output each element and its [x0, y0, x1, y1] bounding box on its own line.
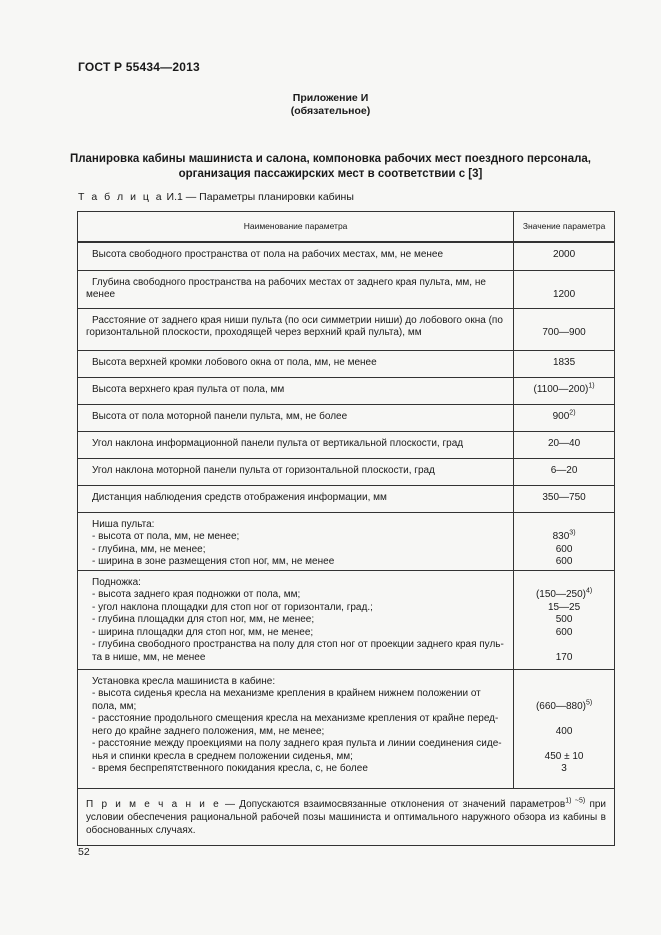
- parameter-name-line: нья и спинки кресла в среднем положении сиденья, мм;: [92, 750, 353, 762]
- parameter-name-line: - высота заднего края подножки от пола, мм;: [92, 589, 301, 600]
- parameter-name-line: - высота от пола, мм, не менее;: [92, 531, 240, 542]
- main-title-line-2: организация пассажирских мест в соответствии с [3]: [178, 167, 483, 180]
- parameter-name-cell: [78, 242, 514, 270]
- parameter-value-line: [514, 763, 614, 776]
- parameter-value-line: [514, 701, 614, 714]
- table-row: [78, 570, 615, 669]
- parameter-value-line: [514, 589, 614, 602]
- table-header-row: [78, 212, 615, 243]
- parameter-value: 20—40: [547, 437, 581, 449]
- parameter-value: 600: [555, 556, 573, 567]
- parameter-value-line: [514, 652, 614, 665]
- table-row: [78, 431, 615, 458]
- table-note: [78, 788, 615, 845]
- parameter-value-cell: [514, 431, 615, 458]
- parameter-name-line: Высота верхней кромки лобового окна от пола, мм, не менее: [92, 356, 377, 368]
- parameter-value-line: [514, 315, 614, 328]
- table-caption: [78, 191, 354, 203]
- parameter-name-line: - глубина, мм, не менее;: [92, 543, 206, 555]
- note-label: П р и м е ч а н и е: [86, 798, 221, 810]
- table-row: [78, 669, 615, 788]
- parameter-name-line: та в нише, мм, не менее: [92, 651, 206, 663]
- main-title-line-1: Планировка кабины машиниста и салона, компоновка рабочих мест поездного персонала,: [69, 153, 592, 165]
- parameter-name-line: Расстояние от заднего края ниши пульта (по оси симметрии ниши) до лобового окна (по: [92, 314, 503, 326]
- parameter-value-cell: [514, 270, 615, 308]
- appendix-title: Приложение И: [292, 92, 369, 104]
- parameter-name-line: - глубина площадки для стоп ног, мм, не менее;: [92, 614, 315, 625]
- parameter-value: 15—25: [547, 601, 581, 613]
- parameter-value-line: [514, 357, 614, 370]
- parameter-value-cell: [514, 350, 615, 377]
- parameter-value: (150—250): [535, 589, 586, 600]
- parameter-value-line: [514, 289, 614, 302]
- table-row: [78, 458, 615, 485]
- parameter-name-line: Высота от пола моторной панели пульта, мм, не более: [92, 410, 348, 422]
- parameter-name-line: Глубина свободного пространства на рабочих местах от заднего края пульта, мм, не: [92, 276, 486, 288]
- page-number: 52: [78, 846, 90, 858]
- parameter-name-line: него до крайне заднего положения, мм, не менее;: [92, 725, 325, 737]
- parameter-value: 450 ± 10: [544, 750, 584, 762]
- parameter-name-line: менее: [86, 289, 116, 300]
- footnote-ref: 3): [569, 529, 576, 537]
- parameter-value-cell: [514, 669, 615, 788]
- parameter-value: 170: [555, 651, 573, 663]
- parameter-value-cell: [514, 512, 615, 570]
- parameter-value: 1835: [552, 356, 576, 368]
- parameter-value-line: [514, 438, 614, 451]
- parameter-name-cell: [78, 404, 514, 431]
- footnote-ref: 2): [569, 409, 576, 417]
- parameter-value-cell: [514, 377, 615, 404]
- parameter-name-line: - глубина свободного пространства на полу для стоп ног от проекции заднего края пуль-: [92, 639, 504, 650]
- parameter-name-line: горизонтальной плоскости, проходящей через верхний край пульта), мм: [86, 327, 422, 338]
- parameter-name-cell: [78, 669, 514, 788]
- parameter-value-line: [514, 411, 614, 424]
- table-row: [78, 485, 615, 512]
- note-sup: 1) ~5): [565, 797, 586, 805]
- table-row: [78, 404, 615, 431]
- parameter-name-line: - ширина в зоне размещения стоп ног, мм, не менее: [92, 556, 335, 567]
- parameters-table: [77, 211, 615, 846]
- parameter-value: 1200: [552, 289, 576, 300]
- footnote-ref: 4): [585, 587, 593, 595]
- parameter-name-cell: [78, 570, 514, 669]
- parameter-value: 900: [552, 410, 570, 422]
- parameter-value-line: [514, 327, 614, 340]
- parameter-value: 500: [555, 614, 573, 625]
- parameter-value-cell: [514, 404, 615, 431]
- footnote-ref: 1): [588, 382, 595, 390]
- table-row: [78, 512, 615, 570]
- column-header-value: Значение параметра: [514, 212, 615, 243]
- table-caption-prefix: Т а б л и ц а: [78, 191, 164, 203]
- parameter-value-line: [514, 519, 614, 532]
- parameter-name-line: Подножка:: [92, 576, 141, 588]
- table-body: [78, 242, 615, 845]
- parameter-name-line: - расстояние между проекциями на полу заднего края пульта и линии соединения сиде-: [92, 738, 502, 749]
- parameter-value: 600: [555, 626, 573, 638]
- parameter-name-line: Установка кресла машиниста в кабине:: [92, 675, 276, 687]
- parameter-value: 350—750: [542, 491, 586, 503]
- parameter-value-line: [514, 277, 614, 290]
- parameter-value-line: [514, 726, 614, 739]
- parameter-name-cell: [78, 485, 514, 512]
- parameter-name-line: Дистанция наблюдения средств отображения информации, мм: [92, 491, 387, 503]
- parameter-value-cell: [514, 242, 615, 270]
- parameter-name-cell: [78, 512, 514, 570]
- parameter-name-line: Высота верхнего края пульта от пола, мм: [92, 383, 285, 395]
- parameter-value-line: [514, 602, 614, 615]
- parameter-value-cell: [514, 308, 615, 350]
- parameter-value-line: [514, 492, 614, 505]
- parameter-value-line: [514, 556, 614, 569]
- parameter-value: 2000: [552, 249, 576, 260]
- parameter-name-line: - угол наклона площадки для стоп ног от горизонтали, град.;: [92, 601, 373, 613]
- parameter-value-line: [514, 577, 614, 590]
- parameter-value-line: [514, 738, 614, 751]
- parameter-name-line: Высота свободного пространства от пола на рабочих местах, мм, не менее: [92, 249, 444, 260]
- parameter-value-line: [514, 531, 614, 544]
- standard-code: ГОСТ Р 55434—2013: [78, 60, 200, 74]
- note-text-after: при условии обеспечения рациональной рабочей позы машиниста и оптимального наружного обзора из кабины в обоснованных случаях.: [86, 798, 607, 836]
- table-row: [78, 242, 615, 270]
- parameter-value: 3: [561, 763, 567, 774]
- parameter-value-line: [514, 713, 614, 726]
- parameter-value-cell: [514, 485, 615, 512]
- parameter-value: 600: [555, 543, 573, 555]
- parameter-name-line: - время беспрепятственного покидания кресла, с, не более: [92, 763, 368, 774]
- parameter-value: (1100—200): [533, 383, 589, 395]
- parameter-value: 830: [552, 531, 570, 542]
- main-title: [60, 152, 601, 181]
- table-row: [78, 270, 615, 308]
- footnote-ref: 5): [585, 699, 593, 707]
- parameter-name-cell: [78, 308, 514, 350]
- parameter-value-line: [514, 544, 614, 557]
- parameter-value-line: [514, 688, 614, 701]
- parameter-value-cell: [514, 570, 615, 669]
- column-header-name: Наименование параметра: [78, 212, 514, 243]
- table-caption-text: И.1 — Параметры планировки кабины: [163, 191, 354, 203]
- parameter-value-line: [514, 639, 614, 652]
- note-text-before: — Допускаются взаимосвязанные отклонения от значений параметров: [220, 798, 566, 810]
- parameter-value: 400: [555, 725, 573, 737]
- parameter-value-line: [514, 465, 614, 478]
- parameter-name-cell: [78, 270, 514, 308]
- parameter-value-line: [514, 614, 614, 627]
- parameter-name-line: - высота сиденья кресла на механизме крепления в крайнем нижнем положении от: [92, 688, 481, 699]
- parameter-value: (660—880): [535, 700, 586, 712]
- parameter-name-line: - ширина площадки для стоп ног, мм, не менее;: [92, 626, 314, 638]
- parameter-name-cell: [78, 458, 514, 485]
- parameter-value-line: [514, 751, 614, 764]
- parameter-name-cell: [78, 431, 514, 458]
- table-row: [78, 377, 615, 404]
- parameter-value-cell: [514, 458, 615, 485]
- parameter-name-line: пола, мм;: [92, 700, 137, 712]
- parameter-value: 6—20: [550, 464, 578, 476]
- parameter-name-line: Ниша пульта:: [92, 518, 155, 530]
- parameter-value: 700—900: [542, 327, 586, 338]
- note-row: [78, 788, 615, 845]
- parameter-name-cell: [78, 350, 514, 377]
- appendix-status: (обязательное): [290, 105, 371, 117]
- parameter-name-line: Угол наклона информационной панели пульта от вертикальной плоскости, град: [92, 437, 464, 449]
- parameter-value-line: [514, 676, 614, 689]
- parameter-name-cell: [78, 377, 514, 404]
- table-row: [78, 350, 615, 377]
- parameter-value-line: [514, 627, 614, 640]
- parameter-value-line: [514, 384, 614, 397]
- parameter-name-line: Угол наклона моторной панели пульта от горизонтальной плоскости, град: [92, 464, 435, 476]
- table-row: [78, 308, 615, 350]
- parameter-name-line: - расстояние продольного смещения кресла на механизме крепления от крайне перед-: [92, 713, 499, 724]
- parameter-value-line: [514, 249, 614, 262]
